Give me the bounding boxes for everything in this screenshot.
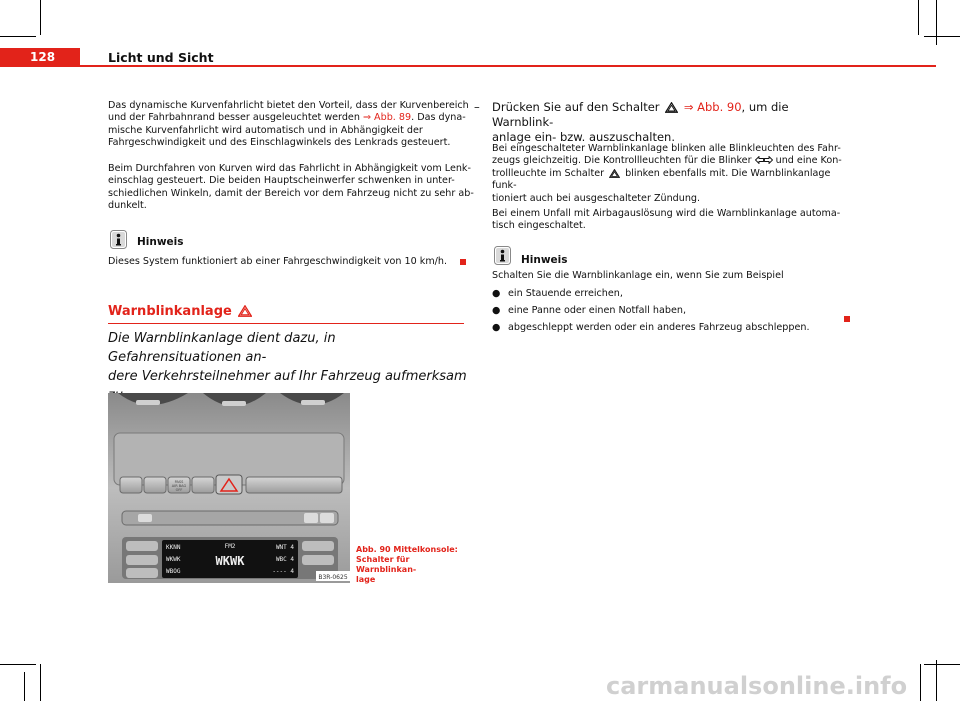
info-note-icon <box>110 230 127 249</box>
radio-button[interactable] <box>302 555 334 565</box>
watermark: carmanualsonline.info <box>606 672 908 700</box>
figure-code: B3R-0625 <box>318 574 348 581</box>
page-number: 128 <box>30 50 56 64</box>
list-item: ● eine Panne oder einen Notfall haben, <box>492 305 687 316</box>
crop-mark <box>24 672 25 701</box>
console-button[interactable] <box>192 477 214 493</box>
figure-link[interactable]: ⇒ Abb. 90 <box>680 100 742 114</box>
chapter-title: Licht und Sicht <box>108 50 214 65</box>
step-dash: – <box>474 100 480 114</box>
paragraph-curve-light: Das dynamische Kurvenfahrlicht bietet den Vorteil, dass der Kurvenbereich und der Fahrbahnrand besser ausgeleuchtet werden ⇒ Abb. 89. Das dyna- mische Kurvenfahrlicht wird automatisch und in Abhängigkeit der Fahrgeschwindigkeit und des Einschlagwinkels des Lenkrads gesteuert. <box>108 100 469 149</box>
section-title: Warnblinkanlage <box>108 304 254 319</box>
svg-text:KKNN: KKNN <box>166 544 181 551</box>
figure-caption: Abb. 90 Mittelkonsole: Schalter für Warnblinkan- lage <box>356 545 458 584</box>
figure-link[interactable]: ⇒ Abb. 89 <box>362 112 412 124</box>
list-item: ● ein Stauende erreichen, <box>492 288 623 299</box>
hazard-warning-icon <box>665 102 678 113</box>
vent-knob <box>222 401 246 406</box>
end-mark <box>844 316 850 322</box>
paragraph-steering: Beim Durchfahren von Kurven wird das Fahrlicht in Abhängigkeit vom Lenk- einschlag gesteuert. Die beiden Hauptscheinwerfer schwenken in unter- schiedlichen Winkeln, damit der Bereich vor dem Fahrzeug nicht zu sehr ab- dunkelt. <box>108 163 474 212</box>
radio-button[interactable] <box>126 541 158 551</box>
paragraph-airbag: Bei einem Unfall mit Airbagauslösung wird die Warnblinkanlage automa- tisch eingeschaltet. <box>492 208 841 232</box>
crop-mark <box>936 660 937 701</box>
note-title: Hinweis <box>521 254 568 266</box>
turn-left-arrow-icon <box>755 156 764 164</box>
console-button[interactable] <box>120 477 142 493</box>
note-title: Hinweis <box>137 236 184 248</box>
svg-text:WBC 4: WBC 4 <box>275 556 294 563</box>
page-header <box>0 48 936 66</box>
svg-text:---- 4: ---- 4 <box>272 568 294 575</box>
crop-mark <box>924 664 960 665</box>
svg-text:FM2: FM2 <box>224 543 236 550</box>
crop-mark <box>936 0 937 45</box>
svg-text:AIR BAG: AIR BAG <box>171 484 187 488</box>
hazard-warning-icon <box>609 169 620 178</box>
note-text: Dieses System funktioniert ab einer Fahrgeschwindigkeit von 10 km/h. <box>108 256 448 267</box>
console-button[interactable] <box>246 477 342 493</box>
paragraph-hazard-function: Bei eingeschalteter Warnblinkanlage blinken alle Blinkleuchten des Fahr- zeugs gleichzeitig. Die Kontrollleuchten für die Blinker und eine Kon- trollleuchte im Schalter blinken ebenfalls mit. Die Warnblinkanlage funk- tioniert auch bei ausgeschalteter Zündung. <box>492 143 842 204</box>
eject-button[interactable] <box>138 514 152 522</box>
turn-right-arrow-icon <box>764 156 773 164</box>
page-number-box <box>0 48 80 67</box>
svg-text:PASS: PASS <box>174 480 184 484</box>
crop-mark <box>0 664 36 665</box>
radio-button[interactable] <box>126 555 158 565</box>
svg-text:WNT 4: WNT 4 <box>275 544 294 551</box>
info-note-icon <box>494 246 511 265</box>
vent-knob <box>301 400 325 405</box>
note-lead: Schalten Sie die Warnblinkanlage ein, wenn Sie zum Beispiel <box>492 270 784 281</box>
svg-text:WKWK: WKWK <box>215 554 245 568</box>
radio-button[interactable] <box>126 568 158 578</box>
radio-button[interactable] <box>304 513 318 523</box>
svg-text:WKWK: WKWK <box>166 556 181 563</box>
console-button[interactable] <box>144 477 166 493</box>
svg-text:WBOG: WBOG <box>166 568 181 575</box>
crop-mark <box>0 36 36 37</box>
crop-mark <box>40 0 41 35</box>
section-intro: Die Warnblinkanlage dient dazu, in Gefahrensituationen an- dere Verkehrsteilnehmer auf Ihr Fahrzeug aufmerksam <box>108 331 467 384</box>
instruction-step: – Drücken Sie auf den Schalter ⇒ Abb. 90, um die Warnblink- anlage ein- bzw. auszuschalten. <box>474 100 789 144</box>
section-rule <box>108 323 464 324</box>
header-rule <box>80 65 936 67</box>
vent-knob <box>136 400 160 405</box>
radio-button[interactable] <box>302 541 334 551</box>
end-mark <box>460 259 466 265</box>
crop-mark <box>918 0 919 35</box>
hazard-warning-icon <box>238 305 252 317</box>
center-console-figure <box>108 393 350 583</box>
list-item: ● abgeschleppt werden oder ein anderes Fahrzeug abschleppen. <box>492 322 810 333</box>
crop-mark <box>40 664 41 701</box>
svg-text:OFF: OFF <box>175 488 183 492</box>
radio-button[interactable] <box>320 513 334 523</box>
crop-mark <box>924 36 960 37</box>
crop-mark <box>920 664 921 701</box>
